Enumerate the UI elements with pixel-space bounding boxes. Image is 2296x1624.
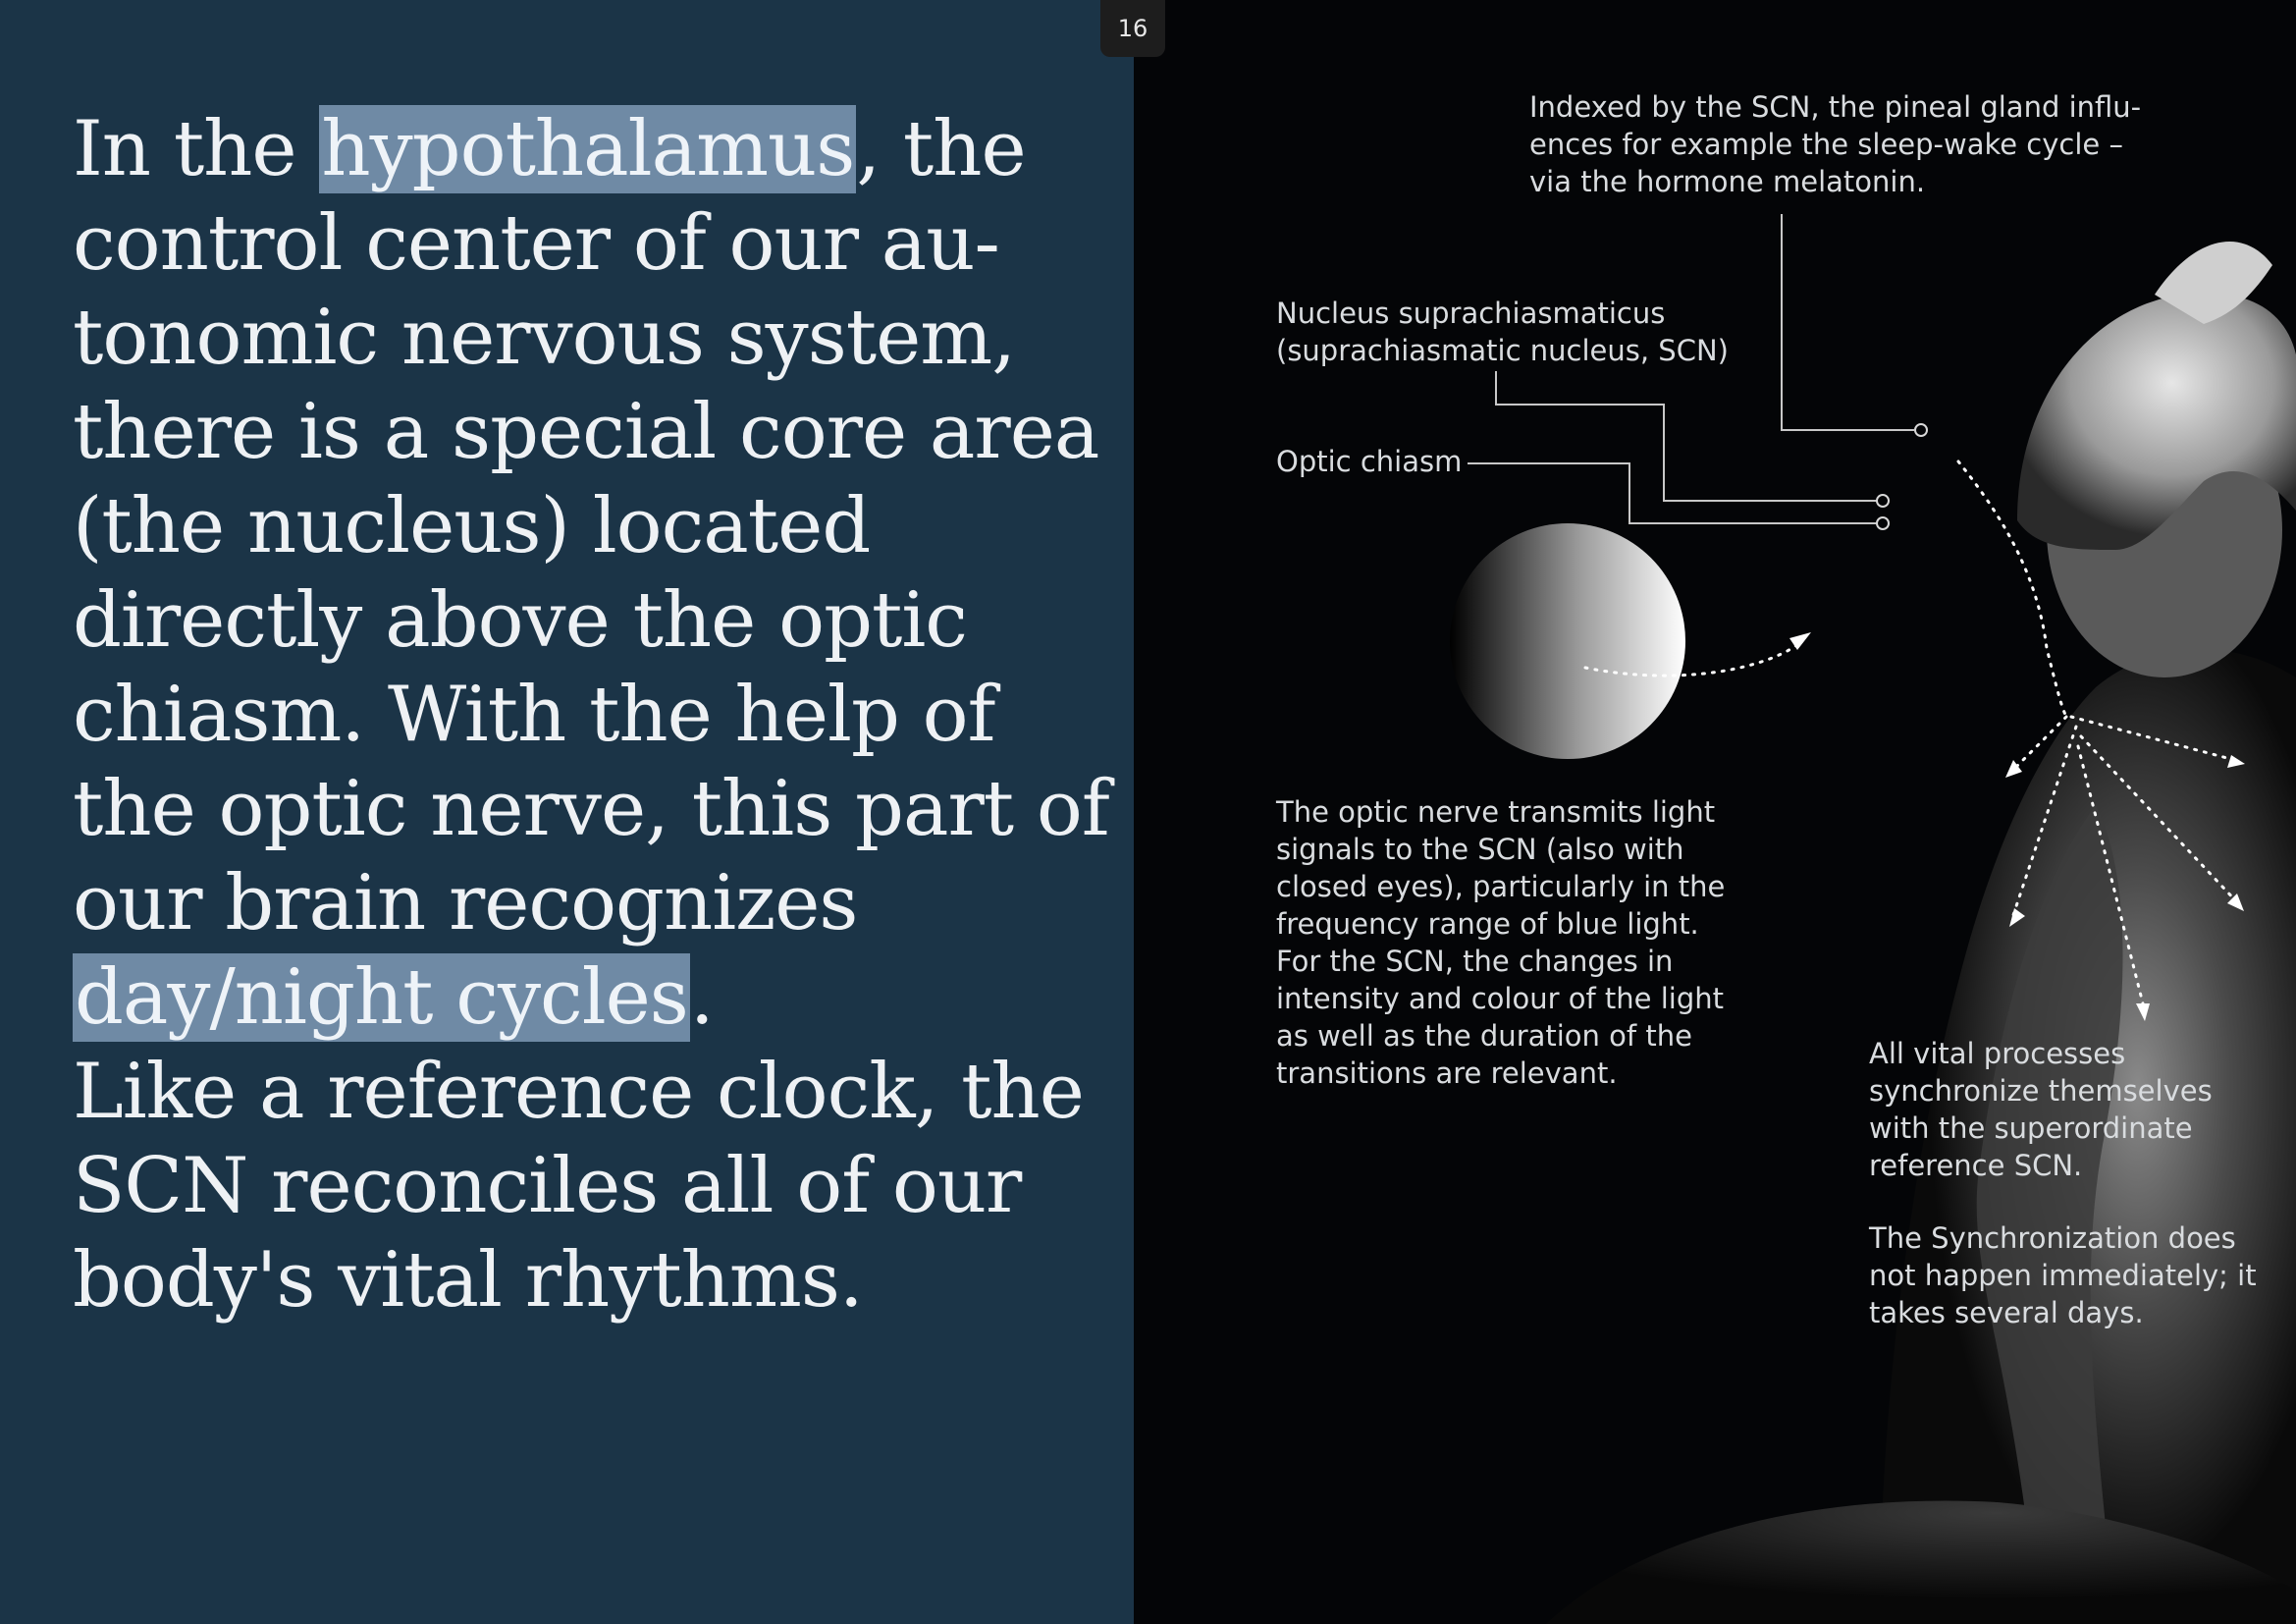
main-text bbox=[73, 102, 1113, 1327]
optic-chiasm-caption: Optic chiasm bbox=[1276, 445, 1463, 478]
optic-nerve-caption: The optic nerve transmits light signals to the SCN (also with closed eyes), particularly in the frequency range of blue light. For the SCN, the changes in intensity and colour of the light as well as the duration of the transitions are relevant. bbox=[1276, 795, 1726, 1090]
pineal-gland-caption: Indexed by the SCN, the pineal gland influ-ences for example the sleep-wake cycle – via the hormone melatonin. bbox=[1529, 90, 2142, 198]
main-text-part1: In the bbox=[73, 105, 320, 193]
scn-caption: Nucleus suprachiasmaticus (suprachiasmatic nucleus, SCN) bbox=[1276, 297, 1729, 367]
synchronization-caption: The Synchronization does not happen immediately; it takes several days. bbox=[1869, 1221, 2257, 1329]
highlight-hypothalamus: hypothalamus bbox=[321, 105, 855, 193]
right-page bbox=[1134, 0, 2296, 1624]
optic-chiasm-marker bbox=[1877, 517, 1889, 529]
vital-processes-caption: All vital processes synchronize themselves with the superordinate reference SCN. bbox=[1869, 1037, 2213, 1182]
main-text-part2: , the control center of our au-tonomic nervous system, there is a special core area (the nucleus) located directly above the optic chiasm. With the help of the optic nerve, this part of our brain recognizes bbox=[73, 105, 1109, 947]
scn-marker bbox=[1877, 495, 1889, 507]
page-number: 16 bbox=[1100, 0, 1165, 57]
main-text-part3: . bbox=[689, 953, 714, 1042]
pineal-marker bbox=[1915, 424, 1927, 436]
main-text-part4: Like a reference clock, the SCN reconciles all of our body's vital rhythms. bbox=[73, 1048, 1084, 1325]
left-page bbox=[0, 0, 1134, 1624]
highlight-day-night-cycles: day/night cycles bbox=[75, 953, 688, 1042]
